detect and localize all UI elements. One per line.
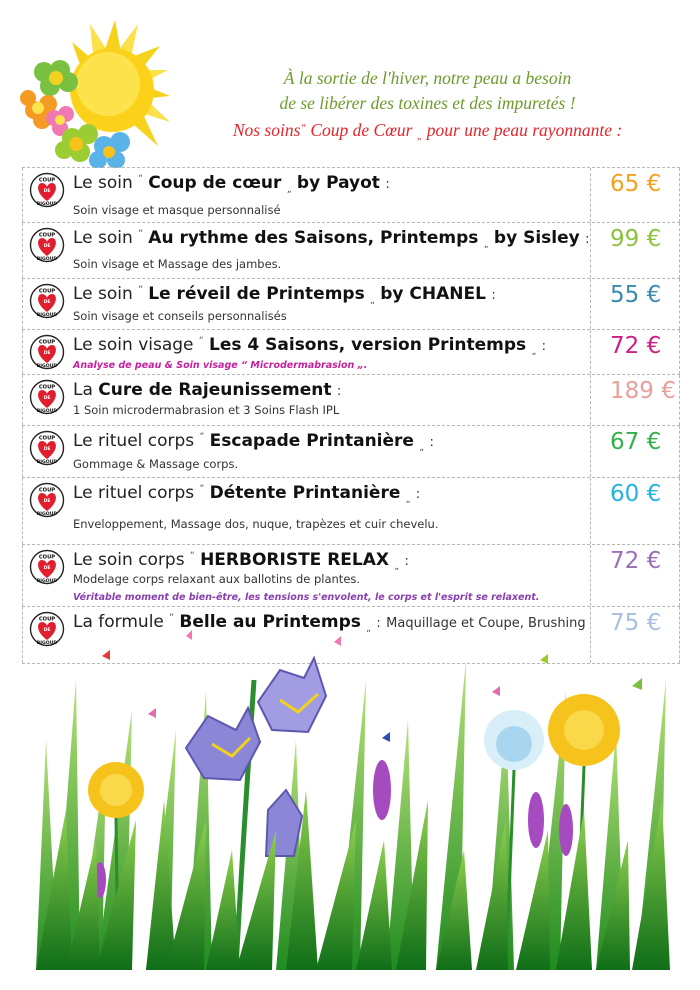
- treatment-prefix: La: [73, 380, 93, 400]
- treatment-prefix: Le soin: [73, 284, 133, 304]
- treatment-brand: by CHANEL: [380, 284, 486, 304]
- coup-de-bigoud-badge-icon: [29, 227, 65, 263]
- treatment-description: Gommage & Massage corps.: [73, 457, 239, 471]
- badge-text-mid: DE: [43, 351, 51, 356]
- treatment-description: 1 Soin microdermabrasion et 3 Soins Flash IPL: [73, 403, 340, 417]
- treatment-price: 67 €: [610, 429, 662, 455]
- intro-line-3: Nos soins“ Coup de Cœur „ pour une peau rayonnante :: [232, 120, 623, 142]
- badge-text-mid: DE: [43, 300, 51, 305]
- coup-de-bigoud-badge-icon: [29, 379, 65, 415]
- treatment-description: Enveloppement, Massage dos, nuque, trapèzes et cuir chevelu.: [73, 517, 439, 531]
- menu-row: [22, 375, 680, 426]
- badge-text-top: COUP: [38, 177, 56, 184]
- close-quote: „: [531, 347, 537, 357]
- badge-text-bottom: BIGOUD: [36, 364, 58, 369]
- badge-text-bottom: BIGOUD: [36, 202, 58, 207]
- treatment-price: 55 €: [610, 282, 662, 308]
- treatment-name: Au rythme des Saisons, Printemps: [148, 228, 479, 248]
- treatment-price: 75 €: [610, 610, 662, 636]
- title-colon: :: [404, 554, 409, 569]
- intro-text: [175, 66, 680, 149]
- badge-text-mid: DE: [43, 628, 51, 633]
- close-quote: „: [419, 443, 425, 453]
- treatment-name: Détente Printanière: [209, 483, 401, 503]
- close-quote: „: [405, 495, 411, 505]
- treatment-name: HERBORISTE RELAX: [200, 550, 390, 570]
- treatment-name: Escapade Printanière: [209, 431, 414, 451]
- menu-row: [22, 478, 680, 545]
- badge-text-mid: DE: [43, 447, 51, 452]
- badge-text-top: COUP: [38, 232, 56, 239]
- title-colon: :: [415, 487, 421, 502]
- treatment-name: Le réveil de Printemps: [148, 284, 365, 304]
- title-colon: :: [385, 177, 390, 192]
- close-quote: „: [366, 624, 371, 634]
- badge-text-top: COUP: [38, 384, 56, 391]
- treatment-prefix: Le rituel corps: [73, 431, 195, 451]
- badge-text-bottom: BIGOUD: [36, 512, 58, 517]
- menu-row: [22, 223, 680, 279]
- menu-row: [22, 426, 680, 478]
- coup-de-bigoud-badge-icon: [29, 334, 65, 370]
- open-quote: “: [138, 174, 143, 184]
- badge-text-mid: DE: [43, 396, 51, 401]
- title-colon: :: [491, 288, 496, 303]
- badge-text-bottom: BIGOUD: [36, 313, 58, 318]
- intro-line-2: de se libérer des toxines et des impuretés !: [279, 93, 576, 113]
- sun-flowers-illustration: [20, 18, 170, 168]
- badge-text-bottom: BIGOUD: [36, 579, 58, 584]
- treatment-brand: by Payot: [296, 173, 380, 193]
- badge-text-top: COUP: [38, 554, 56, 561]
- title-colon: :: [376, 616, 381, 631]
- treatment-title: [73, 173, 390, 195]
- close-quote: „: [394, 562, 400, 572]
- title-colon: :: [429, 435, 434, 450]
- treatment-note: Véritable moment de bien-être, les tensions s'envolent, le corps et l'esprit se relaxent.: [73, 592, 540, 603]
- treatment-title: [73, 284, 496, 306]
- treatment-description: Soin visage et Massage des jambes.: [73, 257, 282, 271]
- menu-row: [22, 545, 680, 607]
- treatment-description: Soin visage et conseils personnalisés: [73, 309, 287, 323]
- open-quote: “: [169, 613, 174, 623]
- treatment-prefix: Le rituel corps: [73, 483, 195, 503]
- treatment-title: [73, 483, 420, 505]
- badge-text-bottom: BIGOUD: [36, 257, 58, 262]
- treatment-name: Coup de cœur: [148, 173, 282, 193]
- badge-text-bottom: BIGOUD: [36, 641, 58, 646]
- treatment-prefix: Le soin corps: [73, 550, 185, 570]
- treatment-title: [73, 335, 546, 357]
- close-quote: „: [483, 240, 489, 250]
- treatment-price: 99 €: [610, 226, 662, 252]
- badge-text-mid: DE: [43, 566, 51, 571]
- badge-text-top: COUP: [38, 487, 56, 494]
- close-quote: „: [370, 296, 375, 306]
- treatment-prefix: La formule: [73, 612, 164, 632]
- treatment-price: 65 €: [610, 171, 662, 197]
- treatment-prefix: Le soin: [73, 173, 133, 193]
- coup-de-bigoud-badge-icon: [29, 482, 65, 518]
- treatment-brand: by Sisley: [493, 228, 580, 248]
- coup-de-bigoud-badge-icon: [29, 283, 65, 319]
- treatment-price: 72 €: [610, 333, 662, 359]
- treatment-description: Modelage corps relaxant aux ballotins de plantes.: [73, 572, 361, 586]
- treatment-title: [73, 380, 341, 400]
- badge-text-bottom: BIGOUD: [36, 409, 58, 414]
- treatment-name: Les 4 Saisons, version Printemps: [209, 335, 527, 355]
- treatment-prefix: Le soin: [73, 228, 133, 248]
- treatment-price: 72 €: [610, 548, 662, 574]
- coup-de-bigoud-badge-icon: [29, 430, 65, 466]
- spring-meadow-illustration: [36, 620, 670, 970]
- open-quote: “: [138, 229, 143, 239]
- open-quote: “: [190, 551, 195, 561]
- treatment-inline-desc: Maquillage et Coupe, Brushing: [386, 616, 586, 631]
- coup-de-bigoud-badge-icon: [29, 549, 65, 585]
- open-quote: “: [199, 432, 205, 442]
- treatment-title: [73, 550, 409, 572]
- badge-text-top: COUP: [38, 288, 56, 295]
- treatment-title: [73, 228, 590, 250]
- menu-row: [22, 330, 680, 375]
- title-colon: :: [336, 384, 342, 399]
- badge-text-mid: DE: [43, 499, 51, 504]
- badge-text-top: COUP: [38, 339, 56, 346]
- title-colon: :: [585, 232, 590, 247]
- badge-text-top: COUP: [38, 435, 56, 442]
- title-colon: :: [541, 339, 547, 354]
- intro-line-1: À la sortie de l'hiver, notre peau a besoin: [283, 68, 572, 88]
- treatment-price: 60 €: [610, 481, 662, 507]
- treatment-menu: [22, 167, 680, 664]
- treatment-name: Belle au Printemps: [179, 612, 361, 632]
- flower-green: [34, 60, 78, 96]
- close-quote: „: [286, 185, 292, 195]
- treatment-prefix: Le soin visage: [73, 335, 194, 355]
- badge-text-bottom: BIGOUD: [36, 460, 58, 465]
- badge-text-top: COUP: [38, 616, 56, 623]
- open-quote: “: [198, 336, 204, 346]
- treatment-title: [73, 431, 434, 453]
- treatment-name: Cure de Rajeunissement: [98, 380, 332, 400]
- treatment-price: 189 €: [610, 378, 676, 404]
- treatment-description: Soin visage et masque personnalisé: [73, 203, 281, 217]
- badge-text-mid: DE: [43, 189, 51, 194]
- open-quote: “: [199, 484, 205, 494]
- open-quote: “: [138, 285, 143, 295]
- treatment-description: Analyse de peau & Soin visage “ Microdermabrasion „.: [73, 360, 368, 371]
- menu-row: [22, 167, 680, 223]
- menu-row: [22, 279, 680, 330]
- coup-de-bigoud-badge-icon: [29, 172, 65, 208]
- badge-text-mid: DE: [43, 244, 51, 249]
